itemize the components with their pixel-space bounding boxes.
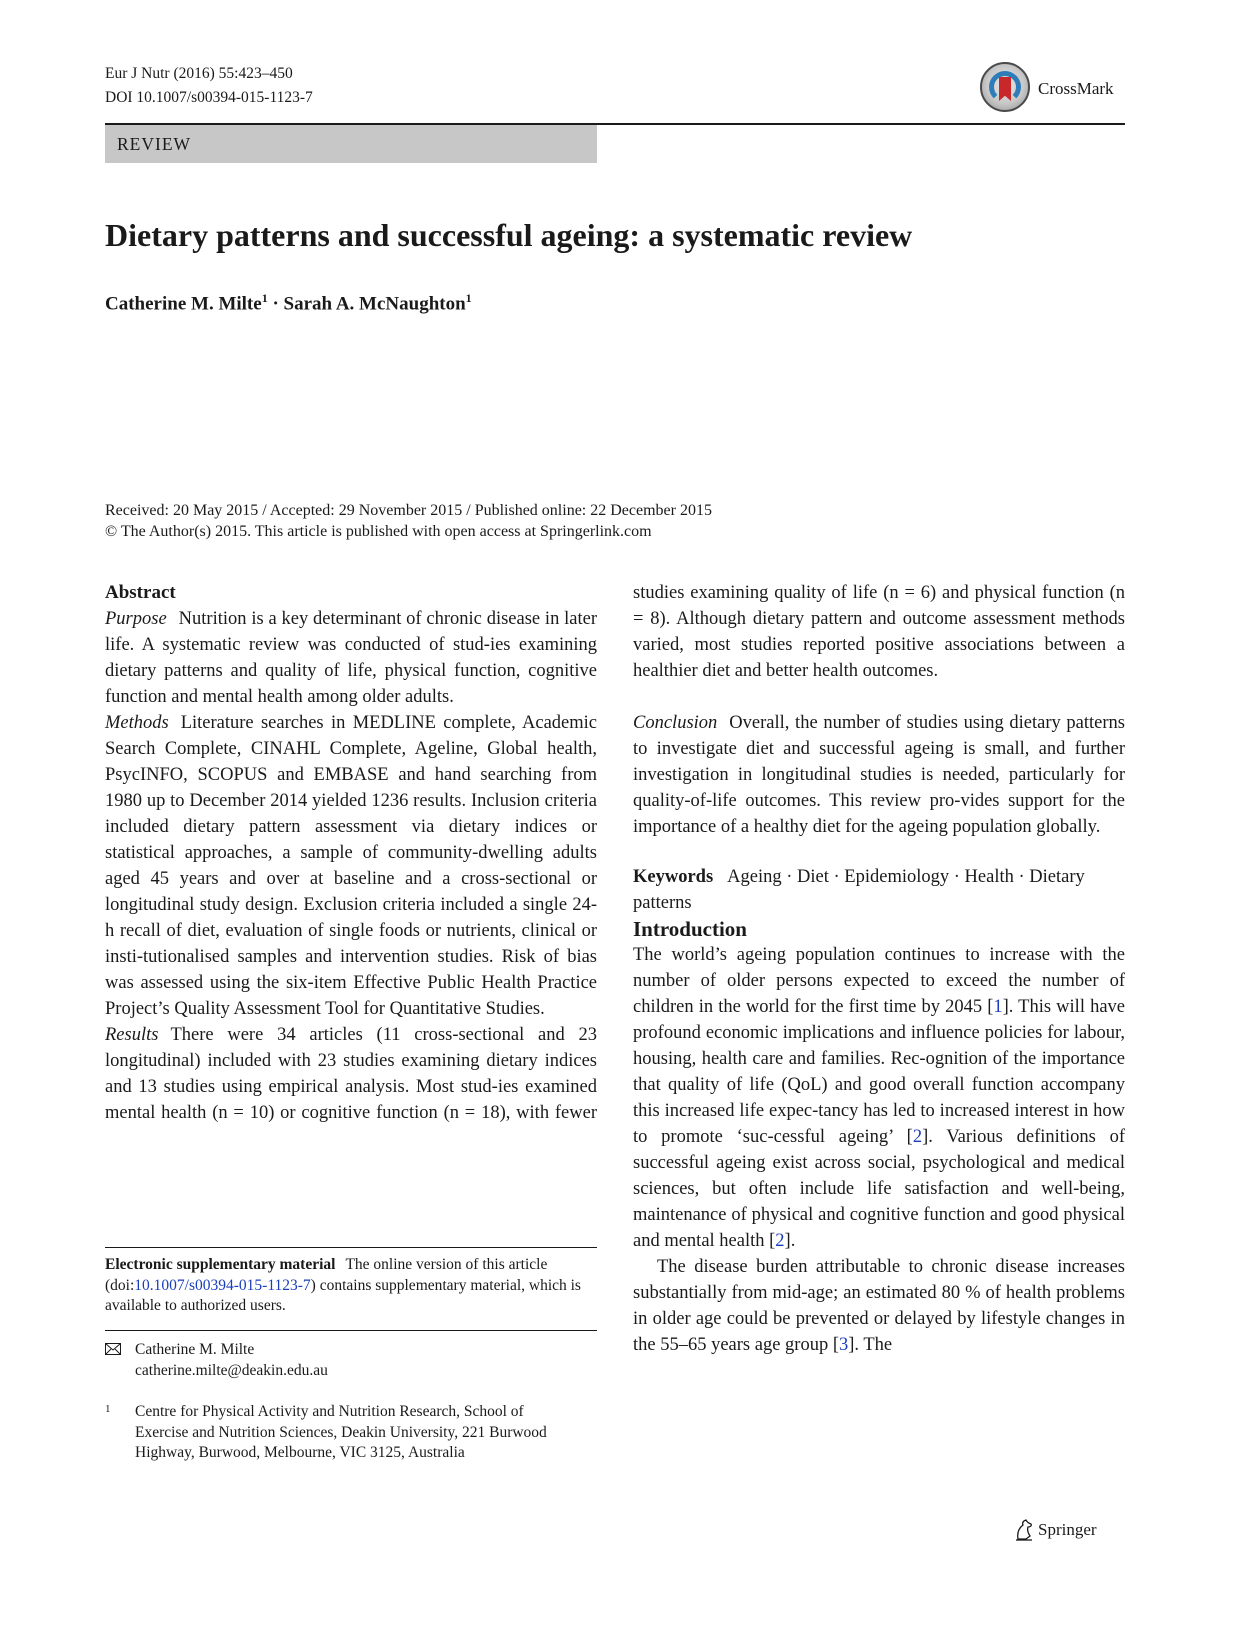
citation-link[interactable]: 3 xyxy=(839,1335,849,1355)
intro-text: ]. Various definitions of successful ageing exist across social, psychological and medical sciences, but often include life satisfaction and well-being, maintenance of physical and cognitive function and good physical and mental health [ xyxy=(633,1127,1125,1251)
crossmark-icon xyxy=(980,62,1030,112)
introduction-paragraph xyxy=(633,942,1125,1254)
right-column xyxy=(633,580,1125,1358)
results-text-continued: studies examining quality of life (n = 6) and physical function (n = 8). Although dietary pattern and outcome assessment methods varied, most studies reported positive associations between a healthier diet and better health outcomes. xyxy=(633,583,1125,681)
abstract-results-continued xyxy=(633,580,1125,710)
publication-dates xyxy=(105,500,712,542)
footnote-rule xyxy=(105,1330,597,1331)
corresponding-author xyxy=(105,1340,597,1381)
supplementary-note xyxy=(105,1255,597,1317)
citation-link[interactable]: 1 xyxy=(993,997,1003,1017)
abstract-conclusion xyxy=(633,710,1125,840)
supplementary-text: ) contains supplementary material, which is available to authorized users. xyxy=(105,1276,581,1314)
intro-text: ]. xyxy=(784,1231,796,1251)
introduction-paragraph xyxy=(633,1254,1125,1358)
conclusion-text: Overall, the number of studies using dietary patterns to investigate diet and successful ageing is small, and further investigation in longitudinal studies is needed, particularly for quality-of-life outcomes. This review pro-vides support for the importance of a healthy diet for the ageing population globally. xyxy=(633,713,1125,837)
abstract-methods xyxy=(105,710,597,1022)
author-name: Sarah A. McNaughton xyxy=(283,293,466,315)
corresponding-email[interactable]: catherine.milte@deakin.edu.au xyxy=(135,1361,328,1379)
affiliation-number: 1 xyxy=(105,1403,111,1415)
abstract-results xyxy=(105,1022,597,1126)
keywords-text: Ageing · Diet · Epidemiology · Health · Dietary patterns xyxy=(633,867,1085,913)
author-separator: · xyxy=(267,293,284,315)
affiliation-text: Centre for Physical Activity and Nutrition Research, School of Exercise and Nutrition Sciences, Deakin University, 221 Burwood Highway, Burwood, Melbourne, VIC 3125, Australia xyxy=(135,1403,547,1461)
methods-label: Methods xyxy=(105,713,169,733)
affiliation xyxy=(105,1402,575,1464)
results-label: Results xyxy=(105,1025,159,1045)
purpose-label: Purpose xyxy=(105,609,167,629)
citation-link[interactable]: 2 xyxy=(775,1231,785,1251)
article-title: Dietary patterns and successful ageing: a systematic review xyxy=(105,217,913,253)
intro-text: The world’s ageing population continues to increase with the number of older persons expected to exceed the number of children in the world for the first time by 2045 [ xyxy=(633,945,1125,1017)
keywords-label: Keywords xyxy=(633,867,714,887)
envelope-icon xyxy=(105,1343,121,1355)
methods-text: Literature searches in MEDLINE complete, Academic Search Complete, CINAHL Complete, Ageline, Global health, PsycINFO, SCOPUS and EMBASE and hand searching from 1980 up to December 2014 yielded 1236 results. Inclusion criteria included dietary pattern assessment via dietary indices or statistical approaches, a sample of community-dwelling adults aged 45 years and over at baseline and a cross-sectional or longitudinal study design. Exclusion criteria included a single 24-h recall of diet, evaluation of single foods or nutrients, clinical or insti-tutionalised samples and intervention studies. Risk of bias was assessed using the six-item Effective Public Health Practice Project’s Quality Assessment Tool for Quantitative Studies. xyxy=(105,713,597,1019)
doi-link[interactable]: 10.1007/s00394-015-1123-7 xyxy=(134,1276,311,1294)
journal-citation xyxy=(105,62,313,110)
publisher-name: Springer xyxy=(1038,1520,1097,1539)
supplementary-label: Electronic supplementary material xyxy=(105,1256,336,1273)
author-affiliation-mark: 1 xyxy=(261,291,268,305)
article-type-band: REVIEW xyxy=(105,125,597,163)
introduction-heading: Introduction xyxy=(633,917,747,941)
journal-volume-line: Eur J Nutr (2016) 55:423–450 xyxy=(105,65,293,82)
author-affiliation-mark: 1 xyxy=(465,291,472,305)
abstract-purpose xyxy=(105,606,597,710)
author-list xyxy=(105,285,472,317)
publisher-logo xyxy=(1038,1520,1097,1540)
crossmark-badge[interactable] xyxy=(980,60,1120,118)
keywords xyxy=(633,864,1125,916)
corresponding-name: Catherine M. Milte xyxy=(135,1341,255,1358)
footnote-rule xyxy=(105,1247,597,1248)
intro-text: ]. This will have profound economic implications and influence policies for labour, housing, health care and families. Rec-ognition of the importance that quality of life (QoL) and good overall function accompany this increased life expec-tancy has led to increased interest in how to promote ‘suc-cessful ageing’ [ xyxy=(633,997,1125,1147)
history-dates: Received: 20 May 2015 / Accepted: 29 November 2015 / Published online: 22 December 2015 xyxy=(105,502,712,519)
conclusion-label: Conclusion xyxy=(633,713,718,733)
copyright-line: © The Author(s) 2015. This article is published with open access at Springerlink.com xyxy=(105,523,652,540)
springer-horse-icon xyxy=(1014,1519,1034,1541)
crossmark-label: CrossMark xyxy=(1038,79,1114,98)
intro-text: ]. The xyxy=(848,1335,893,1355)
results-text: There were 34 articles (11 cross-sectional and 23 longitudinal) included with 23 studies examining dietary indices and 13 studies using empirical analysis. Most stud-ies examined mental health (n = 10) or cognitive function (n = 18), with fewer xyxy=(105,1025,597,1123)
citation-link[interactable]: 2 xyxy=(912,1127,923,1147)
doi-line: DOI 10.1007/s00394-015-1123-7 xyxy=(105,89,313,106)
left-column xyxy=(105,580,597,1126)
intro-text: The disease burden attributable to chronic disease increases substantially from mid-age; an estimated 80 % of health problems in older age could be prevented or delayed by lifestyle changes in the 55–65 years age group [ xyxy=(633,1257,1125,1355)
purpose-text: Nutrition is a key determinant of chronic disease in later life. A systematic review was conducted of stud-ies examining dietary patterns and quality of life, physical function, cognitive function and mental health among older adults. xyxy=(105,609,597,707)
author-name: Catherine M. Milte xyxy=(105,293,262,315)
supplementary-text: The online version of this article (doi: xyxy=(105,1256,548,1294)
abstract-heading: Abstract xyxy=(105,582,176,603)
